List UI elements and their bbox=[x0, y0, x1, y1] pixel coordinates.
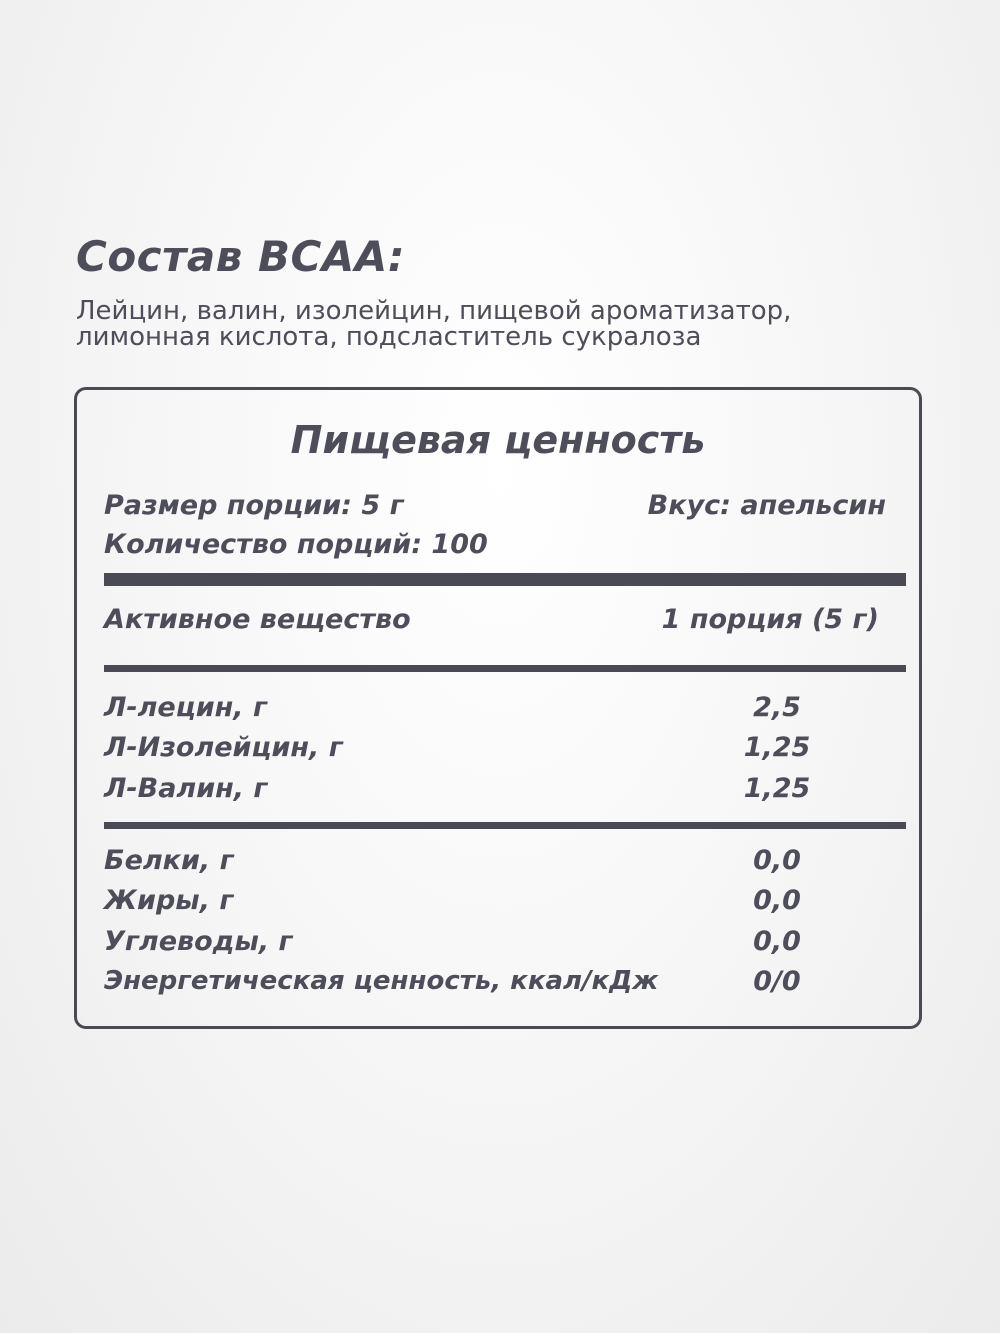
amino-valine-label: Л-Валин, г bbox=[104, 773, 268, 804]
flavor: Вкус: апельсин bbox=[647, 490, 886, 521]
protein-value: 0,0 bbox=[753, 845, 801, 876]
servings-count: Количество порций: 100 bbox=[104, 529, 488, 560]
fat-value: 0,0 bbox=[753, 885, 801, 916]
composition-text bbox=[76, 298, 936, 350]
divider-2 bbox=[104, 822, 906, 829]
energy-label: Энергетическая ценность, ккал/кДж bbox=[104, 966, 659, 996]
amino-valine-value: 1,25 bbox=[743, 773, 811, 804]
serving-size: Размер порции: 5 г bbox=[104, 490, 404, 521]
carbs-label: Углеводы, г bbox=[104, 926, 293, 957]
amino-leucine-value: 2,5 bbox=[753, 692, 801, 723]
composition-line-2: лимонная кислота, подсластитель сукралоза bbox=[76, 322, 702, 352]
amino-leucine-label: Л-лецин, г bbox=[104, 692, 268, 723]
amino-isoleucine-value: 1,25 bbox=[743, 732, 811, 763]
protein-label: Белки, г bbox=[104, 845, 234, 876]
fat-label: Жиры, г bbox=[104, 885, 234, 916]
energy-value: 0/0 bbox=[753, 966, 801, 997]
carbs-value: 0,0 bbox=[753, 926, 801, 957]
composition-line-1: Лейцин, валин, изолейцин, пищевой ароматизатор, bbox=[76, 296, 792, 326]
divider-thick bbox=[104, 573, 906, 586]
composition-title: Состав ВСАА: bbox=[76, 232, 406, 281]
nutrition-title: Пищевая ценность bbox=[290, 418, 706, 462]
header-per-serving: 1 порция (5 г) bbox=[661, 604, 879, 635]
amino-isoleucine-label: Л-Изолейцин, г bbox=[104, 732, 343, 763]
divider-1 bbox=[104, 665, 906, 672]
header-active-substance: Активное вещество bbox=[104, 604, 411, 635]
nutrition-facts-panel bbox=[74, 387, 922, 1029]
